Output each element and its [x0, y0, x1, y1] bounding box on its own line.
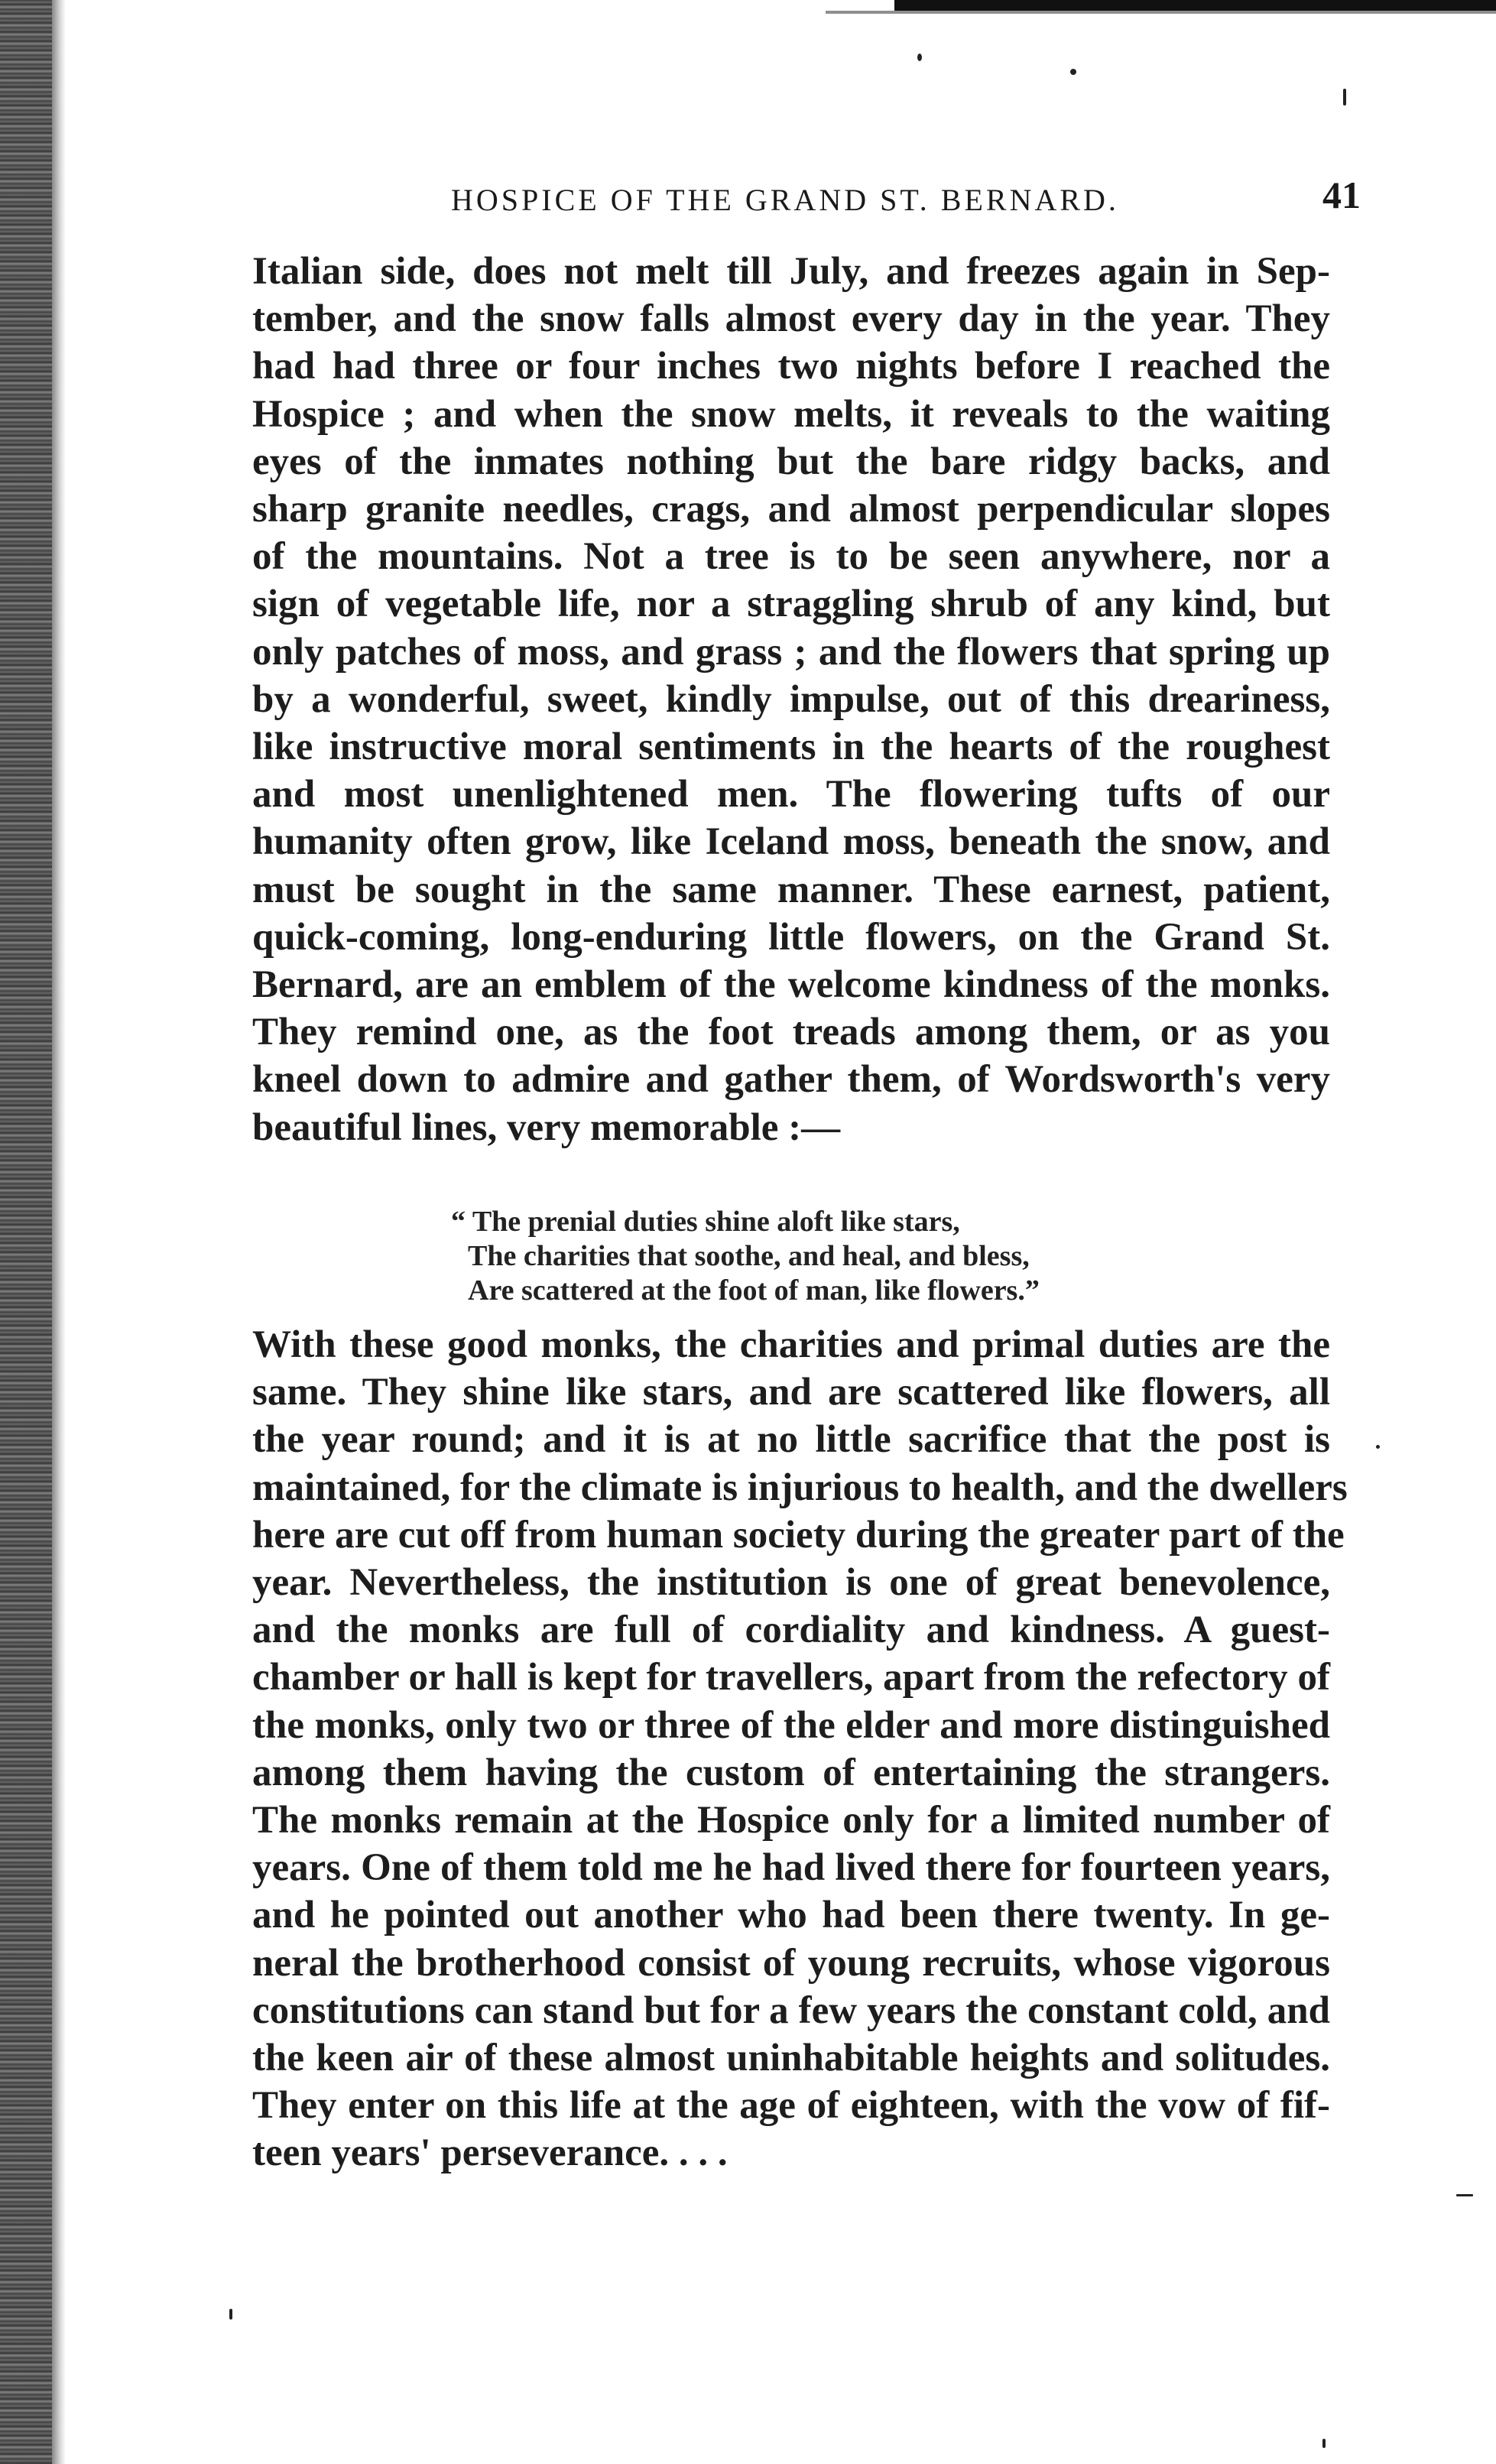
paragraph-1 — [252, 248, 1330, 1151]
text-line: They remind one, as the foot treads among them, or as you — [252, 1011, 1330, 1054]
paragraph-2 — [252, 1321, 1348, 2177]
scan-speck — [229, 2309, 232, 2320]
verse-line: “ The prenial duties shine aloft like stars, — [451, 1206, 960, 1238]
text-line: constitutions can stand but for a few years the constant cold, and — [252, 1988, 1330, 2032]
text-line: tember, and the snow falls almost every day in the year. They — [252, 297, 1330, 341]
text-line: Bernard, are an emblem of the welcome kindness of the monks. — [252, 963, 1330, 1007]
text-line: by a wonderful, sweet, kindly impulse, out of this dreariness, — [252, 677, 1330, 721]
text-line: eyes of the inmates nothing but the bare ridgy backs, and — [252, 440, 1330, 483]
text-line: sharp granite needles, crags, and almost perpendicular slopes — [252, 488, 1330, 531]
text-line: among them having the custom of entertaining the strangers. — [252, 1751, 1330, 1794]
text-line: kneel down to admire and gather them, of Wordsworth's very — [252, 1058, 1330, 1102]
text-line: year. Nevertheless, the institution is one of great benevolence, — [252, 1561, 1330, 1605]
text-line: The monks remain at the Hospice only for a limited number of — [252, 1799, 1330, 1842]
verse-quotation — [451, 1205, 1040, 1308]
text-line: of the mountains. Not a tree is to be seen anywhere, nor a — [252, 535, 1330, 579]
text-line: like instructive moral sentiments in the hearts of the roughest — [252, 726, 1330, 769]
scan-top-edge-thin — [826, 11, 1496, 14]
verse-line: Are scattered at the foot of man, like flowers.” — [468, 1274, 1040, 1307]
text-line: neral the brotherhood consist of young recruits, whose vigorous — [252, 1941, 1330, 1985]
text-line: the year round; and it is at no little sacrifice that the post is — [252, 1418, 1330, 1462]
scan-speck — [1343, 89, 1346, 106]
text-line: They enter on this life at the age of eighteen, with the vow of fif- — [252, 2084, 1330, 2128]
scan-speck — [1070, 69, 1076, 75]
text-line: sign of vegetable life, nor a straggling shrub of any kind, but — [252, 583, 1330, 626]
scan-speck — [917, 54, 922, 61]
text-line: had had three or four inches two nights before I reached the — [252, 345, 1330, 388]
text-line: humanity often grow, like Iceland moss, beneath the snow, and — [252, 820, 1330, 864]
text-line: and he pointed out another who had been there twenty. In ge- — [252, 1894, 1330, 1937]
text-line: Italian side, does not melt till July, and freezes again in Sep- — [252, 250, 1330, 293]
text-line: and most unenlightened men. The flowering tufts of our — [252, 773, 1330, 816]
text-line: years. One of them told me he had lived there for fourteen years, — [252, 1846, 1330, 1890]
page-gutter-edge — [52, 0, 66, 2464]
text-line: With these good monks, the charities and primal duties are the — [252, 1323, 1330, 1366]
text-line: same. They shine like stars, and are scattered like flowers, all — [252, 1371, 1330, 1414]
scan-speck — [1456, 2194, 1473, 2196]
text-line: the keen air of these almost uninhabitable heights and solitudes. — [252, 2037, 1330, 2080]
text-line: Hospice ; and when the snow melts, it reveals to the waiting — [252, 392, 1330, 436]
page-gutter-shadow — [0, 0, 54, 2464]
running-head: HOSPICE OF THE GRAND ST. BERNARD. — [451, 183, 1119, 217]
scan-top-edge — [894, 0, 1496, 11]
scan-speck — [1322, 2439, 1326, 2448]
text-line: and the monks are full of cordiality and kindness. A guest- — [252, 1609, 1330, 1652]
scan-speck — [1376, 1445, 1380, 1449]
text-line: chamber or hall is kept for travellers, apart from the refectory of — [252, 1656, 1330, 1699]
text-line: maintained, for the climate is injurious to health, and the dwellers — [252, 1466, 1348, 1509]
text-line: quick-coming, long-enduring little flowers, on the Grand St. — [252, 915, 1330, 959]
text-line: only patches of moss, and grass ; and the flowers that spring up — [252, 630, 1330, 674]
text-line: must be sought in the same manner. These earnest, patient, — [252, 868, 1330, 911]
verse-line: The charities that soothe, and heal, and bless, — [468, 1240, 1030, 1272]
text-line: teen years' perseverance. . . . — [252, 2131, 728, 2175]
text-line: here are cut off from human society during the greater part of the — [252, 1513, 1345, 1557]
page-number: 41 — [1322, 174, 1361, 216]
text-line: the monks, only two or three of the elder and more distinguished — [252, 1703, 1330, 1747]
text-line: beautiful lines, very memorable :— — [252, 1105, 841, 1149]
